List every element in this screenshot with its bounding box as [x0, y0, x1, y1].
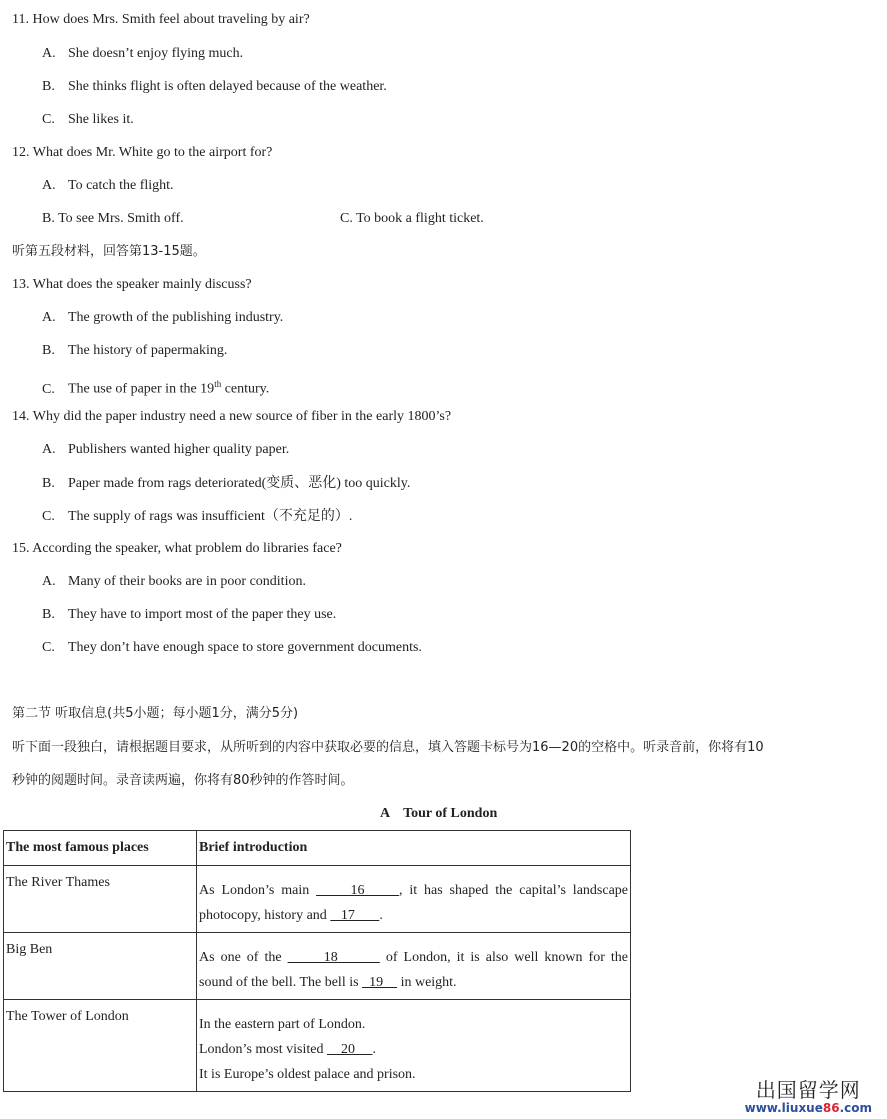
option-13a: A. The growth of the publishing industry. [42, 310, 284, 325]
blank-18: 18 [287, 950, 380, 965]
option-12b: B. To see Mrs. Smith off. [42, 211, 184, 226]
option-13c: C. The use of paper in the 19th century. [42, 379, 270, 397]
intro-cell: As London’s main 16 , it has shaped the capital’s landscape photocopy, history and 17 . [197, 866, 631, 933]
header-intro: Brief introduction [197, 831, 631, 866]
option-11b: B. She thinks flight is often delayed because of the weather. [42, 79, 387, 94]
option-14c: C. The supply of rags was insufficient（不充足的）. [42, 509, 353, 524]
intro-cell: As one of the 18 of London, it is also well known for the sound of the bell. The bell is 19 in weight. [197, 933, 631, 1000]
table-row [4, 866, 631, 933]
option-11a: A. She doesn’t enjoy flying much. [42, 46, 244, 61]
london-tour-table [3, 830, 631, 1092]
blank-20: 20 [326, 1042, 373, 1057]
site-logo: 出国留学网 www.liuxue86.com [744, 1078, 872, 1115]
option-12c: C. To book a flight ticket. [340, 211, 484, 226]
blank-19: 19 [362, 975, 398, 990]
blank-16: 16 [316, 883, 399, 898]
question-15: 15. According the speaker, what problem do libraries face? [12, 541, 342, 556]
blank-17: 17 [330, 908, 380, 923]
intro-cell: In the eastern part of London. London’s most visited 20 . It is Europe’s oldest palace and prison. [197, 1000, 631, 1092]
table-row [4, 933, 631, 1000]
option-11c: C. She likes it. [42, 112, 134, 127]
place-cell: The Tower of London [4, 1000, 197, 1092]
question-13: 13. What does the speaker mainly discuss? [12, 277, 252, 292]
header-places: The most famous places [4, 831, 197, 866]
option-12a: A. To catch the flight. [42, 178, 174, 193]
question-14: 14. Why did the paper industry need a new source of fiber in the early 1800’s? [12, 409, 452, 424]
place-cell: Big Ben [4, 933, 197, 1000]
table-row [4, 1000, 631, 1092]
part2-instruction-line1: 听下面一段独白，请根据题目要求，从所听到的内容中获取必要的信息，填入答题卡标号为16—20的空格中。听录音前，你将有10 [12, 740, 764, 755]
option-14a: A. Publishers wanted higher quality paper. [42, 442, 290, 457]
table-title: A Tour of London [380, 806, 498, 821]
option-15a: A. Many of their books are in poor condition. [42, 574, 306, 589]
section-5-instruction: 听第五段材料，回答第13-15题。 [12, 244, 206, 259]
part2-instruction-line2: 秒钟的阅题时间。录音读两遍，你将有80秒钟的作答时间。 [12, 773, 354, 788]
option-15c: C. They don’t have enough space to store government documents. [42, 640, 422, 655]
option-14b: B. Paper made from rags deteriorated(变质、恶化) too quickly. [42, 476, 411, 491]
place-cell: The River Thames [4, 866, 197, 933]
question-11: 11. How does Mrs. Smith feel about traveling by air? [12, 12, 310, 27]
question-12: 12. What does Mr. White go to the airport for? [12, 145, 273, 160]
option-15b: B. They have to import most of the paper they use. [42, 607, 337, 622]
table-header-row [4, 831, 631, 866]
option-13b: B. The history of papermaking. [42, 343, 228, 358]
part2-heading: 第二节 听取信息(共5小题；每小题1分，满分5分) [12, 706, 299, 721]
